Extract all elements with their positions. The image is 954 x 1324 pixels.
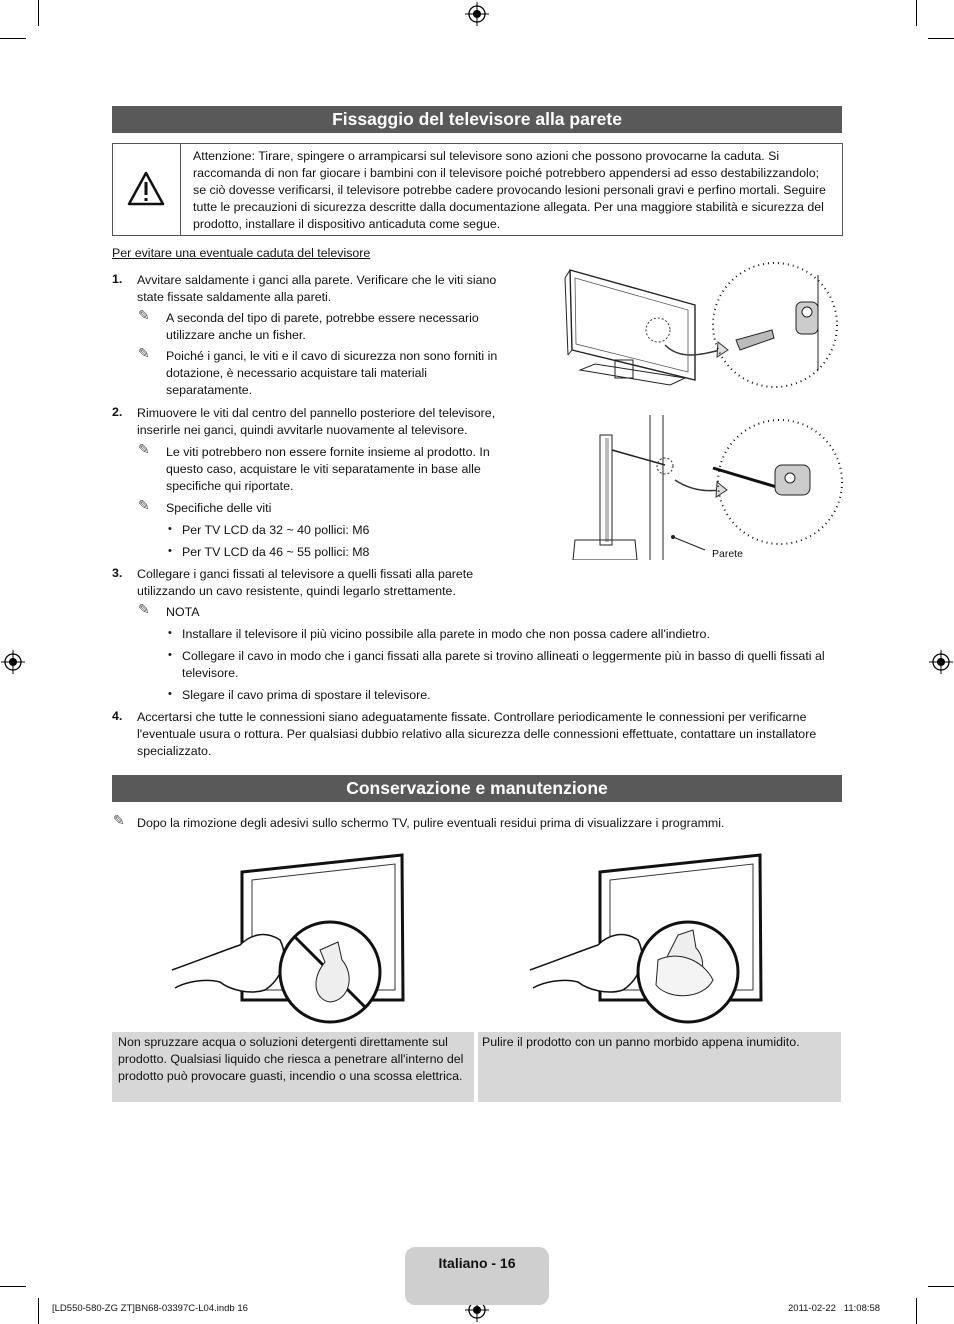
footer-date: 2011-02-22 11:08:58 bbox=[788, 1303, 881, 1314]
tv-back-hook-illustration bbox=[560, 260, 845, 395]
crop-mark bbox=[916, 1298, 917, 1324]
screw-spec-1: Per TV LCD da 32 ~ 40 pollici: M6 bbox=[182, 523, 370, 537]
registration-mark-icon bbox=[929, 650, 953, 674]
crop-mark bbox=[928, 1286, 954, 1287]
bullet-icon: • bbox=[168, 649, 172, 661]
crop-mark bbox=[928, 38, 954, 39]
warning-box bbox=[112, 143, 843, 236]
step-1-note-2: Poiché i ganci, le viti e il cavo di sicurezza non sono forniti in dotazione, è necessario acquistare tali materiali separatamente. bbox=[166, 349, 498, 397]
crop-mark bbox=[0, 1286, 26, 1287]
section-title-care: Conservazione e manutenzione bbox=[112, 775, 842, 802]
note-pencil-icon: ✎ bbox=[138, 307, 150, 323]
caption-soft-cloth-text: Pulire il prodotto con un panno morbido appena inumidito. bbox=[482, 1035, 800, 1049]
subheading: Per evitare una eventuale caduta del televisore bbox=[112, 246, 371, 260]
screw-spec-2: Per TV LCD da 46 ~ 55 pollici: M8 bbox=[182, 545, 370, 559]
crop-mark bbox=[916, 0, 917, 26]
step-4-text: Accertarsi che tutte le connessioni siano adeguatamente fissate. Controllare periodicamente le connessioni per verificarne l'eventuale usura o rottura. Per qualsiasi dubbio relativo alla sicurezza delle connessioni effettuate, contattare un installatore specializzato. bbox=[137, 710, 817, 758]
crop-mark bbox=[38, 0, 39, 26]
step-number: 3. bbox=[112, 566, 123, 580]
note-pencil-icon: ✎ bbox=[138, 441, 150, 457]
step-2-text: Rimuovere le viti dal centro del pannello posteriore del televisore, inserirle nei ganci, quindi avvitarle nuovamente al televisore. bbox=[137, 406, 496, 437]
tv-side-cable-illustration bbox=[565, 410, 850, 560]
warning-icon-cell bbox=[113, 144, 181, 235]
section-title-wall-mount: Fissaggio del televisore alla parete bbox=[112, 106, 842, 133]
crop-mark bbox=[0, 38, 26, 39]
warning-triangle-icon bbox=[113, 144, 180, 235]
crop-mark bbox=[38, 1298, 39, 1324]
wall-label: Parete bbox=[712, 548, 743, 560]
bullet-icon: • bbox=[168, 627, 172, 639]
bullet-icon: • bbox=[168, 545, 172, 557]
warning-label: Attenzione bbox=[193, 149, 252, 163]
caption-no-spray bbox=[112, 1032, 474, 1102]
step-2-note-1: Le viti potrebbero non essere fornite insieme al prodotto. In questo caso, acquistare le viti separatamente in base alle specifiche qui riportate. bbox=[166, 445, 490, 493]
note-pencil-icon: ✎ bbox=[138, 601, 150, 617]
caption-no-spray-text: Non spruzzare acqua o soluzioni detergenti direttamente sul prodotto. Qualsiasi liquido che riesca a penetrare all'interno del prodotto può provocare guasti, incendio o una scossa elettrica. bbox=[118, 1035, 464, 1083]
note-pencil-icon: ✎ bbox=[138, 345, 150, 361]
step-1-text: Avvitare saldamente i ganci alla parete. Verificare che le viti siano state fissate saldamente alla pareti. bbox=[137, 273, 497, 304]
care-note: Dopo la rimozione degli adesivi sullo schermo TV, pulire eventuali residui prima di visualizzare i programmi. bbox=[137, 816, 725, 830]
warning-body: : Tirare, spingere o arrampicarsi sul televisore sono azioni che possono provocarne la caduta. Si raccomanda di non far giocare i bambini con il televisore poiché potrebbero appendersi ad esso destabilizzandolo; se ciò dovesse verificarsi, il televisore potrebbe cadere provocando lesioni personali gravi e perfino mortali. Seguire tutte le precauzioni di sicurezza descritte dalla documentazione allegata. Per una maggiore stabilità e sicurezza del prodotto, installare il dispositivo anticaduta come segue. bbox=[193, 149, 826, 231]
caption-soft-cloth bbox=[478, 1032, 841, 1102]
step-2-note-2: Specifiche delle viti bbox=[166, 501, 272, 515]
step-3-note: NOTA bbox=[166, 605, 200, 619]
step-3-bullet-1: Installare il televisore il più vicino possibile alla parete in modo che non possa cadere all'indietro. bbox=[182, 627, 710, 641]
bullet-icon: • bbox=[168, 523, 172, 535]
page-number: Italiano - 16 bbox=[405, 1247, 549, 1305]
footer-file: [LD550-580-ZG ZT]BN68-03397C-L04.indb 16 bbox=[52, 1303, 248, 1314]
registration-mark-icon bbox=[1, 650, 25, 674]
step-3-text: Collegare i ganci fissati al televisore a quelli fissati alla parete utilizzando un cavo resistente, quindi legarlo strettamente. bbox=[137, 567, 474, 598]
step-number: 2. bbox=[112, 405, 123, 419]
warning-text bbox=[193, 148, 833, 233]
soft-cloth-illustration bbox=[528, 850, 768, 1025]
note-pencil-icon: ✎ bbox=[138, 497, 150, 513]
step-3-bullet-3: Slegare il cavo prima di spostare il televisore. bbox=[182, 688, 431, 702]
no-spray-illustration bbox=[170, 850, 410, 1025]
bullet-icon: • bbox=[168, 688, 172, 700]
note-pencil-icon: ✎ bbox=[113, 812, 125, 828]
step-number: 1. bbox=[112, 272, 123, 286]
step-3-bullet-2: Collegare il cavo in modo che i ganci fissati alla parete si trovino allineati o leggermente più in basso di quelli fissati al televisore. bbox=[182, 649, 825, 680]
registration-mark-icon bbox=[465, 2, 489, 26]
step-1-note-1: A seconda del tipo di parete, potrebbe essere necessario utilizzare anche un fisher. bbox=[166, 311, 479, 342]
step-number: 4. bbox=[112, 709, 123, 723]
